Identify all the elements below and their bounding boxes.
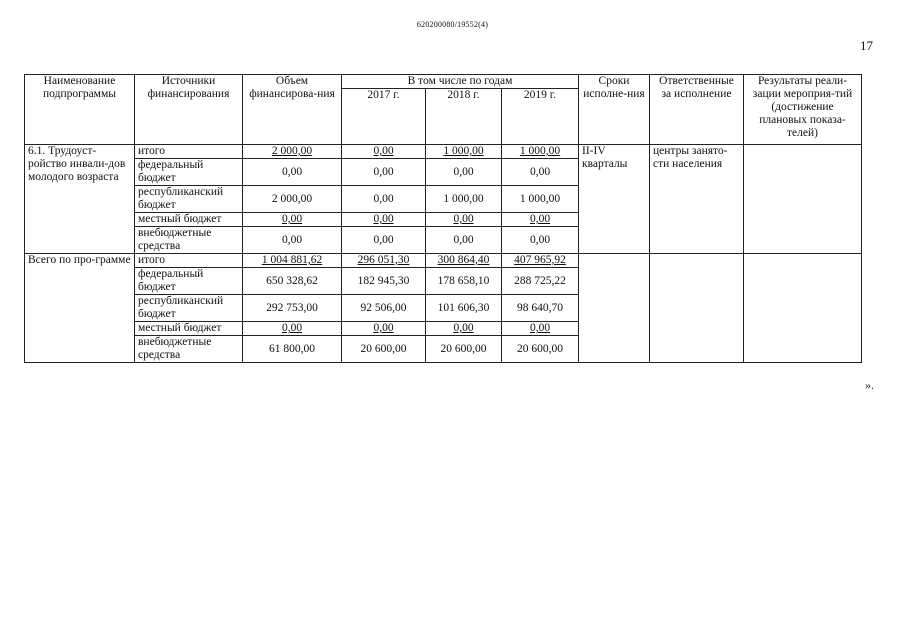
year-2017-cell: 0,00 bbox=[342, 159, 426, 186]
year-2018-cell: 1 000,00 bbox=[426, 145, 502, 159]
source-label: внебюджетные средства bbox=[135, 227, 243, 254]
year-2018-cell: 1 000,00 bbox=[426, 186, 502, 213]
terms-cell: II-IV кварталы bbox=[579, 145, 650, 254]
volume-cell: 61 800,00 bbox=[243, 336, 342, 363]
results-cell bbox=[744, 145, 862, 254]
header-responsible: Ответственные за исполнение bbox=[650, 75, 744, 145]
header-subprogram: Наименование подпрограммы bbox=[25, 75, 135, 145]
volume-cell: 0,00 bbox=[243, 227, 342, 254]
year-2019-cell: 0,00 bbox=[502, 159, 579, 186]
results-cell bbox=[744, 254, 862, 363]
year-2017-cell: 0,00 bbox=[342, 322, 426, 336]
year-2017-cell: 182 945,30 bbox=[342, 268, 426, 295]
year-2018-cell: 20 600,00 bbox=[426, 336, 502, 363]
source-label: местный бюджет bbox=[135, 213, 243, 227]
source-label: местный бюджет bbox=[135, 322, 243, 336]
volume-cell: 2 000,00 bbox=[243, 145, 342, 159]
year-2018-cell: 0,00 bbox=[426, 159, 502, 186]
year-2019-cell: 98 640,70 bbox=[502, 295, 579, 322]
page-number: 17 bbox=[860, 38, 873, 53]
responsible-cell bbox=[650, 254, 744, 363]
header-volume: Объем финансирова-ния bbox=[243, 75, 342, 145]
volume-cell: 0,00 bbox=[243, 213, 342, 227]
closing-quote: ». bbox=[865, 378, 874, 392]
section-name: 6.1. Трудоуст-ройство инвали-дов молодого возраста bbox=[25, 145, 135, 254]
year-2018-cell: 178 658,10 bbox=[426, 268, 502, 295]
year-2017-cell: 0,00 bbox=[342, 227, 426, 254]
year-2019-cell: 0,00 bbox=[502, 227, 579, 254]
year-2018-cell: 0,00 bbox=[426, 227, 502, 254]
source-label: федеральный бюджет bbox=[135, 159, 243, 186]
source-label: республиканский бюджет bbox=[135, 295, 243, 322]
year-2017-cell: 0,00 bbox=[342, 186, 426, 213]
volume-cell: 292 753,00 bbox=[243, 295, 342, 322]
year-2017-cell: 296 051,30 bbox=[342, 254, 426, 268]
source-label: федеральный бюджет bbox=[135, 268, 243, 295]
header-terms: Сроки исполне-ния bbox=[579, 75, 650, 145]
header-results: Результаты реали-зации мероприя-тий (достижение плановых показа-телей) bbox=[744, 75, 862, 145]
year-2019-cell: 0,00 bbox=[502, 213, 579, 227]
responsible-cell: центры занято-сти населения bbox=[650, 145, 744, 254]
volume-cell: 0,00 bbox=[243, 159, 342, 186]
year-2018-cell: 0,00 bbox=[426, 322, 502, 336]
source-label: итого bbox=[135, 254, 243, 268]
source-label: внебюджетные средства bbox=[135, 336, 243, 363]
terms-cell bbox=[579, 254, 650, 363]
source-label: итого bbox=[135, 145, 243, 159]
volume-cell: 0,00 bbox=[243, 322, 342, 336]
year-2017-cell: 92 506,00 bbox=[342, 295, 426, 322]
header-year-2017: 2017 г. bbox=[342, 89, 426, 145]
volume-cell: 650 328,62 bbox=[243, 268, 342, 295]
header-year-2019: 2019 г. bbox=[502, 89, 579, 145]
header-sources: Источники финансирования bbox=[135, 75, 243, 145]
header-years-group: В том числе по годам bbox=[342, 75, 579, 89]
year-2019-cell: 0,00 bbox=[502, 322, 579, 336]
year-2017-cell: 0,00 bbox=[342, 213, 426, 227]
year-2019-cell: 1 000,00 bbox=[502, 145, 579, 159]
volume-cell: 2 000,00 bbox=[243, 186, 342, 213]
header-year-2018: 2018 г. bbox=[426, 89, 502, 145]
year-2019-cell: 1 000,00 bbox=[502, 186, 579, 213]
year-2018-cell: 101 606,30 bbox=[426, 295, 502, 322]
year-2019-cell: 20 600,00 bbox=[502, 336, 579, 363]
section-name: Всего по про-грамме bbox=[25, 254, 135, 363]
year-2019-cell: 407 965,92 bbox=[502, 254, 579, 268]
financing-table bbox=[24, 74, 862, 363]
year-2018-cell: 0,00 bbox=[426, 213, 502, 227]
year-2019-cell: 288 725,22 bbox=[502, 268, 579, 295]
document-code: 620200080/19552(4) bbox=[416, 20, 489, 29]
year-2018-cell: 300 864,40 bbox=[426, 254, 502, 268]
year-2017-cell: 20 600,00 bbox=[342, 336, 426, 363]
year-2017-cell: 0,00 bbox=[342, 145, 426, 159]
volume-cell: 1 004 881,62 bbox=[243, 254, 342, 268]
source-label: республиканский бюджет bbox=[135, 186, 243, 213]
